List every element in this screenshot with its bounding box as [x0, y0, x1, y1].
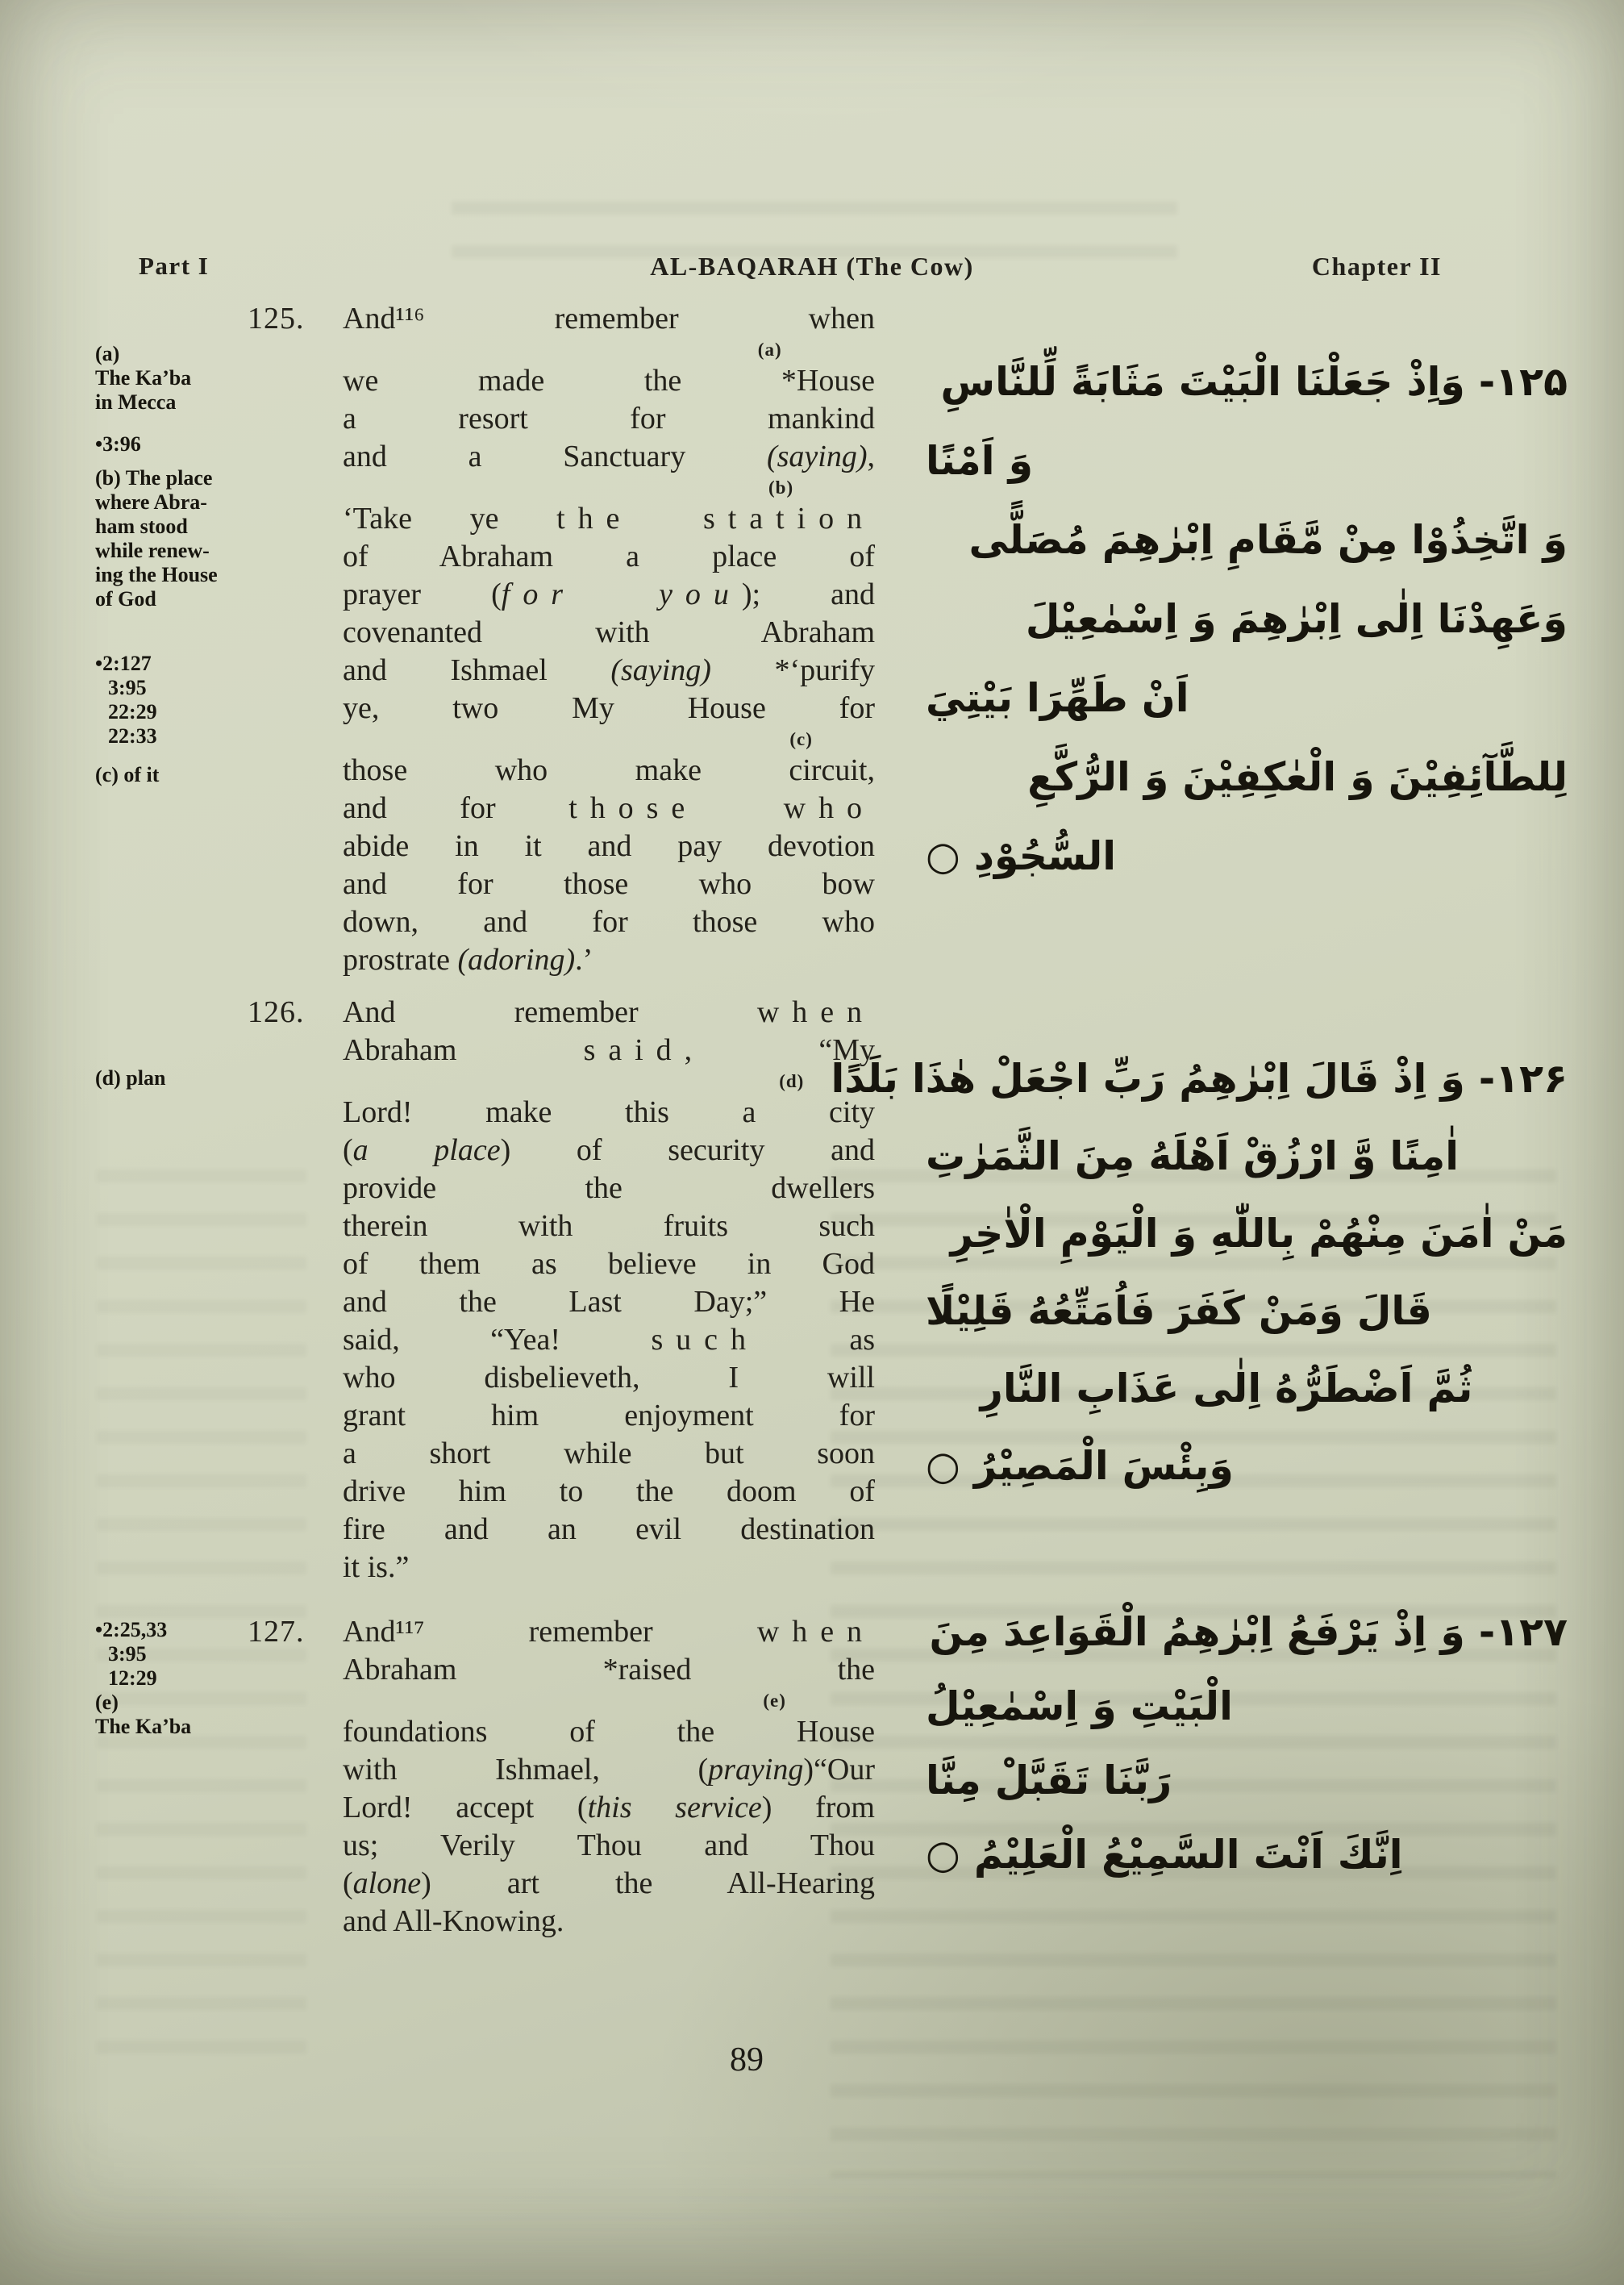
- english-text-segment: of Abraham a place of: [343, 540, 875, 573]
- margin-note: [95, 1618, 264, 1691]
- english-line: [343, 1283, 875, 1321]
- english-text-segment: foundations of the House: [343, 1715, 875, 1749]
- margin-note-line: The Ka’ba: [95, 366, 192, 390]
- margin-note-line: where Abra-: [95, 490, 207, 514]
- english-line: [343, 1651, 875, 1689]
- english-text-segment: Lord! make this a city: [343, 1095, 875, 1129]
- running-head-chapter: Chapter II: [1311, 252, 1442, 281]
- margin-note-line: 22:33: [108, 724, 157, 748]
- english-text-segment: those who: [568, 791, 875, 825]
- english-line: [343, 1032, 875, 1070]
- margin-note-line: ham stood: [95, 515, 188, 538]
- arabic-line: قَالَ وَمَنْ كَفَرَ فَاُمَتِّعُهُ قَلِيْلًا: [926, 1288, 1432, 1334]
- english-line: [343, 1132, 875, 1170]
- footnote-marker-row: [343, 728, 875, 752]
- english-text-segment: prayer (: [343, 578, 502, 611]
- arabic-verse-125: [879, 343, 1574, 896]
- english-text-segment: (: [343, 1866, 353, 1900]
- arabic-line: اَنْ طَهِّرَا بَيْتِيَ: [926, 675, 1189, 721]
- english-line: [343, 538, 875, 576]
- english-line: [343, 1751, 875, 1789]
- english-text-segment: praying: [708, 1753, 804, 1787]
- english-text-segment: ,: [867, 440, 875, 473]
- arabic-line: ثُمَّ اَضْطَرُّهُ اِلٰى عَذَابِ النَّارِ: [980, 1366, 1473, 1411]
- running-head-title: AL-BAQARAH (The Cow): [650, 252, 974, 281]
- english-text-segment: )“Our: [803, 1753, 875, 1787]
- english-text-segment: Abraham: [343, 1033, 584, 1067]
- english-text-segment: grant him enjoyment for: [343, 1399, 875, 1432]
- english-text-segment: (adoring): [457, 943, 576, 977]
- margin-note: [95, 1691, 264, 1739]
- margin-note-line: in Mecca: [95, 390, 177, 414]
- footnote-marker-row: [343, 476, 875, 500]
- english-text-segment: , “My: [684, 1033, 876, 1067]
- english-text-segment: a resort for mankind: [343, 402, 875, 436]
- english-line: [343, 1789, 875, 1827]
- margin-note-line: (d) plan: [95, 1066, 166, 1090]
- english-text-segment: drive him to the doom of: [343, 1474, 875, 1508]
- arabic-line: ۱۲۷- وَ اِذْ يَرْفَعُ اِبْرٰهِمُ الْقَوَاعِدَ مِنَ: [929, 1609, 1568, 1655]
- verse-number: 125.: [248, 302, 305, 336]
- english-text-segment: alone: [352, 1866, 422, 1900]
- english-text-segment: when: [756, 995, 875, 1029]
- margin-note-line: (b) The place: [95, 466, 213, 490]
- arabic-line: وَ اتَّخِذُوْا مِنْ مَّقَامِ اِبْرٰهِمَ مُصَلًّى: [968, 517, 1568, 563]
- margin-note: [95, 763, 264, 787]
- english-line: [343, 941, 875, 979]
- english-line: [343, 614, 875, 652]
- english-text-segment: of them as believe in God: [343, 1247, 875, 1281]
- english-line: [343, 1865, 875, 1903]
- english-line: [343, 790, 875, 828]
- english-line: [343, 1511, 875, 1549]
- english-text-segment: we made the *House: [343, 364, 875, 398]
- arabic-line: ۱۲۵- وَاِذْ جَعَلْنَا الْبَيْتَ مَثَابَةً لِّلنَّاسِ: [940, 359, 1568, 405]
- english-text-segment: those who make circuit,: [343, 753, 875, 787]
- english-text-segment: and a Sanctuary: [343, 440, 767, 473]
- english-text-segment: down, and for those who: [343, 905, 875, 939]
- english-line: [343, 1359, 875, 1397]
- english-text-segment: covenanted with Abraham: [343, 615, 875, 649]
- margin-note-line: 3:95: [108, 1642, 147, 1666]
- arabic-line: وَبِئْسَ الْمَصِيْرُ ○: [926, 1443, 1234, 1489]
- english-text-segment: And remember: [343, 995, 757, 1029]
- english-text-segment: Lord! accept (: [343, 1791, 588, 1824]
- english-text-segment: and All-Knowing.: [343, 1904, 564, 1938]
- arabic-verse-126: [831, 1040, 1574, 1505]
- english-text-segment: a place: [352, 1133, 501, 1167]
- arabic-line: مَنْ اٰمَنَ مِنْهُمْ بِاللّٰهِ وَ الْيَوْمِ الْاٰخِرِ: [950, 1211, 1568, 1257]
- english-line: [343, 362, 875, 400]
- arabic-verse-127: [879, 1595, 1574, 1892]
- page-number: 89: [730, 2041, 764, 2079]
- english-line: [343, 1713, 875, 1751]
- english-text-segment: and the Last Day;” He: [343, 1285, 875, 1319]
- english-text-segment: a short while but soon: [343, 1436, 875, 1470]
- english-text-segment: therein with fruits such: [343, 1209, 875, 1243]
- english-text-segment: it is.”: [343, 1550, 410, 1584]
- english-text-segment: ye, two My House for: [343, 691, 875, 725]
- english-line: [248, 1613, 875, 1651]
- margin-note-line: (c) of it: [95, 763, 160, 786]
- english-text-segment: Abraham *raised the: [343, 1653, 875, 1687]
- english-line: [343, 1903, 875, 1941]
- footnote-marker: (d): [779, 1071, 805, 1091]
- english-text-segment: (saying): [610, 653, 711, 687]
- english-text-segment: for you: [501, 578, 742, 611]
- english-text-segment: fire and an evil destination: [343, 1512, 875, 1546]
- margin-note-line: 22:29: [108, 700, 157, 723]
- english-text-segment: the station: [556, 502, 875, 536]
- english-text-segment: (saying): [766, 440, 868, 473]
- arabic-line: وَ اَمْنًا: [926, 438, 1034, 484]
- english-line: [343, 1245, 875, 1283]
- english-text-segment: (: [343, 1133, 353, 1167]
- margin-note-line: of God: [95, 587, 156, 611]
- english-verse-125: [248, 300, 875, 979]
- footnote-marker: (b): [768, 477, 794, 498]
- english-line: [343, 1397, 875, 1435]
- margin-note-line: 12:29: [108, 1666, 157, 1690]
- margin-note: [95, 342, 264, 415]
- english-text-segment: provide the dwellers: [343, 1171, 875, 1205]
- arabic-line: اٰمِنًا وَّ ارْزُقْ اَهْلَهُ مِنَ الثَّمَرٰتِ: [926, 1133, 1459, 1179]
- verse-number: 127.: [248, 1615, 305, 1649]
- english-text-segment: us; Verily Thou and Thou: [343, 1828, 875, 1862]
- margin-note-line: while renew-: [95, 539, 210, 562]
- english-line: [343, 828, 875, 865]
- english-line: [343, 1827, 875, 1865]
- margin-note-line: ing the House: [95, 563, 218, 586]
- english-text-segment: ); and: [741, 578, 875, 611]
- arabic-line: الْبَيْتِ وَ اِسْمٰعِيْلُ: [926, 1683, 1233, 1729]
- english-text-segment: and for those who bow: [343, 867, 875, 901]
- margin-note-line: 3:95: [108, 676, 147, 699]
- english-text-segment: such: [651, 1323, 759, 1357]
- english-text-segment: And¹¹⁷ remember: [343, 1615, 757, 1649]
- english-line: [343, 438, 875, 476]
- english-verse-127: [248, 1613, 875, 1941]
- margin-note-line: •2:127: [95, 652, 152, 675]
- footnote-marker: (a): [757, 340, 782, 360]
- verse-number: 126.: [248, 995, 305, 1029]
- margin-note-line: (a): [95, 342, 120, 365]
- english-text-segment: this service: [587, 1791, 762, 1824]
- english-line: [343, 903, 875, 941]
- english-text-segment: who disbelieveth, I will: [343, 1361, 875, 1395]
- english-line: [343, 865, 875, 903]
- margin-note: [95, 652, 264, 748]
- margin-note: [95, 1066, 264, 1090]
- english-text-segment: ‘Take ye: [343, 502, 557, 536]
- english-line: [343, 1435, 875, 1473]
- arabic-line: اِنَّكَ اَنْتَ السَّمِيْعُ الْعَلِيْمُ ○: [926, 1832, 1403, 1878]
- english-text-segment: And¹¹⁶ remember when: [343, 302, 875, 336]
- english-text-segment: with Ishmael, (: [343, 1753, 709, 1787]
- english-line: [343, 500, 875, 538]
- english-line: [343, 690, 875, 728]
- footnote-marker: (e): [763, 1691, 786, 1711]
- english-line: [343, 652, 875, 690]
- english-text-segment: abide in it and pay devotion: [343, 829, 875, 863]
- english-line: [343, 1207, 875, 1245]
- margin-note: [95, 432, 264, 457]
- footnote-marker-row: [343, 338, 875, 362]
- english-line: [248, 994, 875, 1032]
- english-text-segment: ) from: [761, 1791, 875, 1824]
- margin-note-line: •2:25,33: [95, 1618, 168, 1641]
- english-line: [343, 752, 875, 790]
- english-line: [343, 1549, 875, 1587]
- arabic-line: وَعَهِدْنَا اِلٰى اِبْرٰهِمَ وَ اِسْمٰعِيْلَ: [1025, 596, 1568, 642]
- english-line: [343, 400, 875, 438]
- english-line: [343, 1170, 875, 1207]
- arabic-line: ۱۲۶- وَ اِذْ قَالَ اِبْرٰهِمُ رَبِّ اجْعَلْ هٰذَا بَلَدًا: [831, 1056, 1568, 1102]
- english-line: [343, 1094, 875, 1132]
- english-text-segment: said: [583, 1033, 685, 1067]
- margin-note-line: The Ka’ba: [95, 1715, 192, 1738]
- arabic-line: رَبَّنَا تَقَبَّلْ مِنَّا: [926, 1758, 1172, 1803]
- footnote-marker-row: [343, 1070, 875, 1094]
- english-text-segment: ) of security and: [500, 1133, 875, 1167]
- english-text-segment: and Ishmael: [343, 653, 611, 687]
- english-line: [343, 576, 875, 614]
- english-text-segment: *‘purify: [710, 653, 875, 687]
- footnote-marker: (c): [789, 729, 813, 749]
- margin-note-line: (e): [95, 1691, 119, 1714]
- arabic-line: لِلطَّآئِفِيْنَ وَ الْعٰكِفِيْنَ وَ الرُّكَّعِ: [1027, 754, 1568, 800]
- footnote-marker-row: [343, 1689, 875, 1713]
- english-text-segment: when: [756, 1615, 875, 1649]
- margin-note-line: •3:96: [95, 432, 141, 456]
- margin-note: [95, 466, 264, 611]
- english-text-segment: ) art the All-Hearing: [421, 1866, 875, 1900]
- running-head-part: Part I: [139, 252, 210, 280]
- english-line: [248, 300, 875, 338]
- english-text-segment: and for: [343, 791, 569, 825]
- english-text-segment: said, “Yea!: [343, 1323, 652, 1357]
- english-text-segment: .’: [575, 943, 593, 977]
- english-line: [343, 1321, 875, 1359]
- english-line: [343, 1473, 875, 1511]
- english-verse-126: [248, 994, 876, 1587]
- english-text-segment: as: [758, 1323, 876, 1357]
- english-text-segment: prostrate: [343, 943, 458, 977]
- arabic-line: السُّجُوْدِ ○: [926, 833, 1117, 879]
